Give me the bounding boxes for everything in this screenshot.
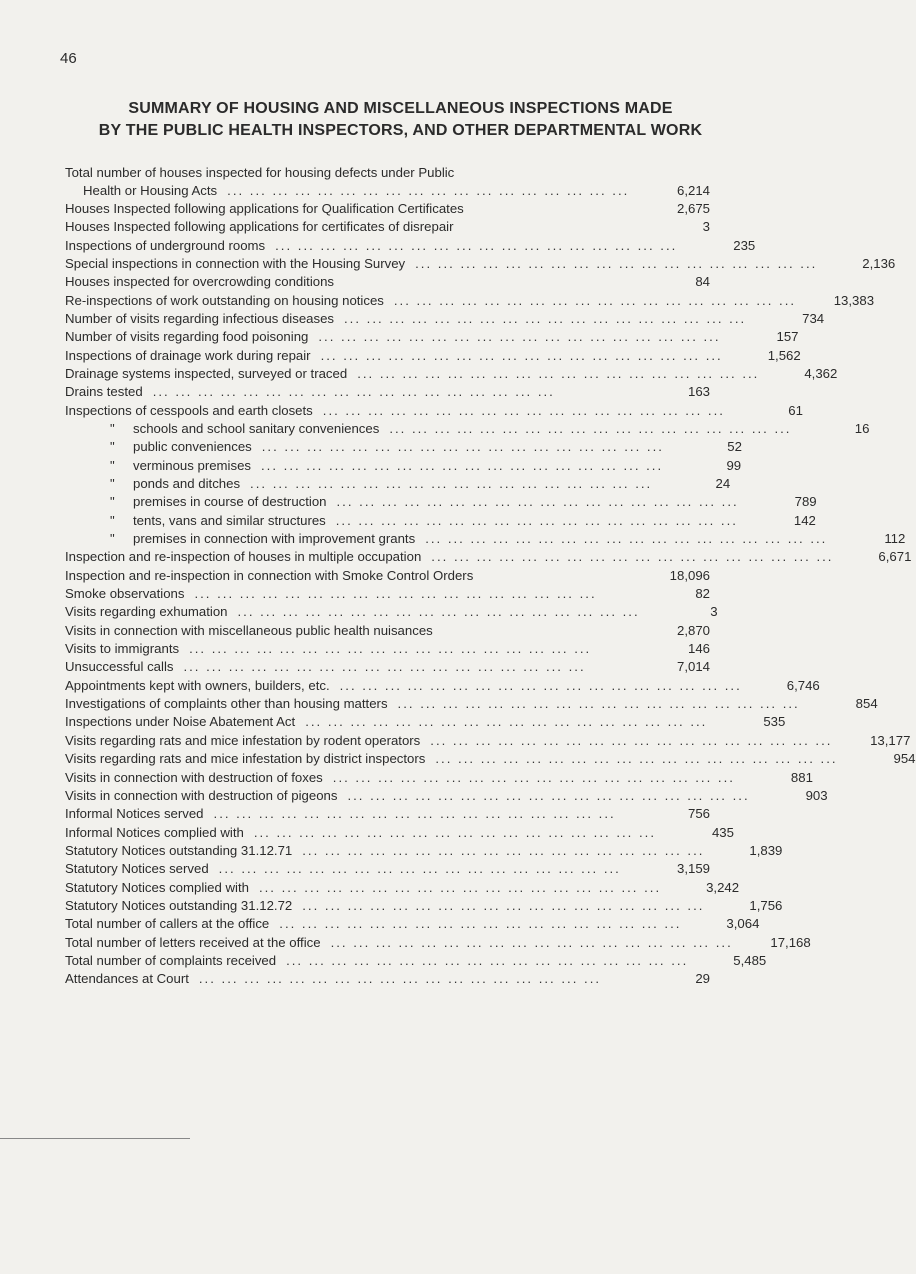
table-row bbox=[65, 512, 816, 530]
dot-leader: ... ... ... ... ... ... ... ... ... ... ... ... ... ... ... ... ... ... bbox=[189, 641, 592, 657]
row-label: Inspections of drainage work during repair bbox=[65, 347, 311, 363]
table-row bbox=[65, 347, 801, 365]
table-row bbox=[65, 493, 817, 511]
row-label: Visits regarding rats and mice infestation by rodent operators bbox=[65, 732, 421, 748]
row-value: 235 bbox=[733, 237, 756, 253]
dot-leader: ... ... ... ... ... ... ... ... ... ... ... ... ... ... ... ... ... ... bbox=[218, 861, 621, 877]
row-label: Appointments kept with owners, builders, etc. bbox=[65, 677, 330, 693]
table-row bbox=[65, 622, 710, 640]
row-label: Special inspections in connection with the Housing Survey bbox=[65, 255, 406, 271]
ditto-mark: " bbox=[110, 494, 115, 510]
dot-leader: ... ... ... ... ... ... ... ... ... ... ... ... ... ... ... ... ... ... bbox=[431, 549, 834, 565]
dot-leader: ... ... ... ... ... ... ... ... ... ... ... ... ... ... ... ... ... ... bbox=[347, 787, 750, 803]
dot-leader: ... ... ... ... ... ... ... ... ... ... ... ... ... ... ... ... ... ... bbox=[250, 476, 653, 491]
dot-leader: ... ... ... ... ... ... ... ... ... ... ... ... ... ... ... ... ... ... bbox=[322, 402, 725, 418]
dot-leader: ... ... ... ... ... ... ... ... ... ... ... ... ... ... ... ... ... ... bbox=[227, 182, 630, 198]
row-value: 99 bbox=[726, 457, 742, 473]
row-value: 854 bbox=[855, 696, 878, 712]
table-row bbox=[65, 805, 710, 823]
table-row bbox=[65, 457, 742, 475]
row-label: Inspections of cesspools and earth closets bbox=[65, 402, 313, 418]
row-label-text: schools and school sanitary conveniences bbox=[133, 420, 380, 436]
row-label: Statutory Notices outstanding 31.12.71 bbox=[65, 842, 293, 858]
row-label: Visits regarding exhumation bbox=[65, 604, 228, 620]
row-value: 3,242 bbox=[706, 879, 740, 895]
row-label-text: public conveniences bbox=[133, 439, 252, 455]
row-value: 6,746 bbox=[786, 677, 820, 693]
row-value: 789 bbox=[794, 494, 817, 510]
dot-leader: ... ... ... ... ... ... ... ... ... ... ... ... ... ... ... ... ... ... bbox=[357, 365, 760, 381]
row-label: Houses inspected for overcrowding conditions bbox=[65, 274, 335, 290]
row-label-text: verminous premises bbox=[133, 457, 251, 473]
table-row bbox=[65, 750, 916, 768]
row-label-text: premises in course of destruction bbox=[133, 494, 327, 510]
table-row bbox=[65, 420, 870, 438]
row-label: Drains tested bbox=[65, 384, 143, 400]
ditto-mark: " bbox=[110, 512, 115, 528]
dot-leader: ... ... ... ... ... ... ... ... ... ... ... ... ... ... ... ... ... ... bbox=[415, 255, 818, 271]
row-value: 2,675 bbox=[676, 200, 710, 216]
table-row bbox=[65, 292, 875, 310]
table-row bbox=[65, 603, 718, 621]
row-value: 954 bbox=[893, 751, 916, 767]
table-row bbox=[65, 365, 838, 383]
row-value: 2,870 bbox=[676, 622, 710, 638]
row-value: 146 bbox=[687, 641, 710, 657]
table-row bbox=[65, 695, 878, 713]
dot-leader: ... ... ... ... ... ... ... ... ... ... ... ... ... ... ... ... ... ... bbox=[302, 897, 705, 913]
row-label bbox=[65, 420, 379, 438]
dot-leader: ... ... ... ... ... ... ... ... ... ... ... ... ... ... ... ... ... ... bbox=[261, 457, 664, 473]
row-label bbox=[65, 457, 251, 475]
row-value: 903 bbox=[805, 787, 828, 803]
table-row bbox=[65, 915, 760, 933]
row-value: 535 bbox=[763, 714, 786, 730]
dot-leader: ... ... ... ... ... ... ... ... ... ... ... ... ... ... ... ... ... ... bbox=[425, 531, 828, 547]
row-label: Unsuccessful calls bbox=[65, 659, 174, 675]
row-value: 16 bbox=[854, 420, 870, 436]
row-value: 3,064 bbox=[726, 916, 760, 932]
dot-leader: ... ... ... ... ... ... ... ... ... ... ... ... ... ... ... ... ... ... bbox=[275, 237, 678, 253]
row-label: Total number of complaints received bbox=[65, 952, 277, 968]
row-value: 5,485 bbox=[733, 952, 767, 968]
row-label: Attendances at Court bbox=[65, 971, 189, 987]
row-value: 6,214 bbox=[676, 182, 710, 198]
row-value: 3 bbox=[710, 604, 718, 620]
ditto-mark: " bbox=[110, 420, 115, 436]
table-row-intro bbox=[65, 164, 710, 182]
row-label bbox=[65, 512, 326, 530]
row-label: Statutory Notices outstanding 31.12.72 bbox=[65, 897, 293, 913]
row-label: Visits in connection with destruction of pigeons bbox=[65, 787, 338, 803]
dot-leader: ... ... ... ... ... ... ... ... ... ... ... ... ... ... ... ... ... ... bbox=[318, 329, 721, 345]
row-value: 61 bbox=[788, 402, 803, 418]
table-row bbox=[65, 548, 912, 566]
row-value: 84 bbox=[695, 274, 710, 290]
ditto-mark: " bbox=[110, 439, 115, 455]
table-row bbox=[65, 879, 740, 897]
dot-leader: ... ... ... ... ... ... ... ... ... ... ... ... ... ... ... ... ... ... bbox=[393, 292, 797, 308]
dot-leader: ... ... ... ... ... ... ... ... ... ... ... ... ... ... ... ... ... ... bbox=[286, 952, 689, 968]
dot-leader: ... ... ... ... ... ... ... ... ... ... ... ... ... ... ... ... ... ... bbox=[332, 769, 735, 785]
dot-leader: ... ... ... ... ... ... ... ... ... ... ... ... ... ... ... ... ... ... bbox=[183, 659, 586, 675]
row-label-text: tents, vans and similar structures bbox=[133, 512, 326, 528]
row-label: Smoke observations bbox=[65, 586, 185, 602]
table-row bbox=[65, 732, 911, 750]
row-label: Statutory Notices served bbox=[65, 861, 209, 877]
dot-leader: ... ... ... ... ... ... ... ... ... ... ... ... ... ... ... ... ... ... bbox=[430, 732, 833, 748]
dot-leader: ... ... ... ... ... ... ... ... ... ... ... ... ... ... ... ... ... ... bbox=[198, 971, 602, 987]
row-label: Re-inspections of work outstanding on housing notices bbox=[65, 292, 384, 308]
table-row bbox=[65, 328, 799, 346]
row-value: 3,159 bbox=[676, 861, 710, 877]
row-label: Drainage systems inspected, surveyed or traced bbox=[65, 365, 348, 381]
row-value: 142 bbox=[793, 512, 816, 528]
title-line-1: SUMMARY OF HOUSING AND MISCELLANEOUS INSPECTIONS MADE bbox=[128, 100, 673, 117]
dot-leader: ... ... ... ... ... ... ... ... ... ... ... ... ... ... ... ... ... ... bbox=[279, 916, 682, 932]
row-value: 18,096 bbox=[669, 567, 710, 583]
row-value: 2,136 bbox=[862, 255, 896, 271]
row-label: Statutory Notices complied with bbox=[65, 879, 249, 895]
row-label: Informal Notices complied with bbox=[65, 824, 244, 840]
table-row bbox=[65, 713, 786, 731]
row-label: Number of visits regarding infectious diseases bbox=[65, 310, 335, 326]
ditto-mark: " bbox=[110, 476, 115, 491]
ditto-mark: " bbox=[110, 457, 115, 473]
dot-leader: ... ... ... ... ... ... ... ... ... ... ... ... ... ... ... ... ... ... bbox=[261, 439, 664, 455]
table-row bbox=[65, 218, 710, 236]
table-row bbox=[65, 237, 756, 255]
dot-leader: ... ... ... ... ... ... ... ... ... ... ... ... ... ... ... ... ... ... bbox=[320, 347, 723, 363]
row-label: Inspection and re-inspection in connection with Smoke Control Orders bbox=[65, 567, 474, 583]
table-row bbox=[65, 310, 825, 328]
table-row bbox=[65, 934, 811, 952]
row-label-text: premises in connection with improvement grants bbox=[133, 531, 416, 547]
row-label: Inspections of underground rooms bbox=[65, 237, 266, 253]
row-label: Total number of letters received at the office bbox=[65, 934, 321, 950]
row-label: Inspection and re-inspection of houses in multiple occupation bbox=[65, 549, 422, 565]
row-value: 881 bbox=[790, 769, 813, 785]
dot-leader: ... ... ... ... ... ... ... ... ... ... ... ... ... ... ... ... ... ... bbox=[258, 879, 662, 895]
table-row bbox=[65, 383, 710, 401]
dot-leader: ... ... ... ... ... ... ... ... ... ... ... ... ... ... ... ... ... ... bbox=[237, 604, 640, 620]
row-label: Total number of callers at the office bbox=[65, 916, 270, 932]
page-number: 46 bbox=[60, 50, 77, 67]
table-row bbox=[65, 842, 783, 860]
dot-leader: ... ... ... ... ... ... ... ... ... ... ... ... ... ... ... ... ... ... bbox=[397, 696, 800, 712]
table-row bbox=[65, 769, 813, 787]
table-row bbox=[65, 677, 820, 695]
row-label bbox=[65, 438, 252, 456]
row-value: 7,014 bbox=[676, 659, 710, 675]
table-row bbox=[65, 824, 734, 842]
table-row bbox=[65, 200, 710, 218]
row-label-text: ponds and ditches bbox=[133, 476, 241, 491]
dot-leader: ... ... ... ... ... ... ... ... ... ... ... ... ... ... ... ... ... ... bbox=[305, 714, 708, 730]
table-row bbox=[65, 787, 828, 805]
dot-leader: ... ... ... ... ... ... ... ... ... ... ... ... ... ... ... ... ... ... bbox=[339, 677, 742, 693]
row-label: Informal Notices served bbox=[65, 806, 204, 822]
dot-leader: ... ... ... ... ... ... ... ... ... ... ... ... ... ... ... ... ... ... bbox=[344, 310, 747, 326]
dot-leader: ... ... ... ... ... ... ... ... ... ... ... ... ... ... ... ... ... ... bbox=[330, 934, 733, 950]
row-label: Visits to immigrants bbox=[65, 641, 180, 657]
title-line-2: BY THE PUBLIC HEALTH INSPECTORS, AND OTHER DEPARTMENTAL WORK bbox=[98, 122, 703, 139]
dot-leader: ... ... ... ... ... ... ... ... ... ... ... ... ... ... ... ... ... ... bbox=[389, 420, 792, 436]
table-row bbox=[65, 897, 783, 915]
row-value: 734 bbox=[802, 310, 825, 326]
row-label: Total number of houses inspected for housing defects under Public bbox=[65, 165, 455, 180]
row-value: 52 bbox=[727, 439, 742, 455]
inspections-table bbox=[65, 164, 916, 989]
table-row bbox=[65, 530, 906, 548]
table-row bbox=[65, 273, 710, 291]
row-value: 4,362 bbox=[804, 365, 838, 381]
row-value: 3 bbox=[702, 219, 710, 235]
row-label: Houses Inspected following applications for certificates of disrepair bbox=[65, 219, 454, 235]
row-label bbox=[65, 475, 240, 493]
dot-leader: ... ... ... ... ... ... ... ... ... ... ... ... ... ... ... ... ... ... bbox=[152, 384, 555, 400]
row-value: 435 bbox=[711, 824, 734, 840]
row-label: Health or Housing Acts bbox=[83, 182, 218, 198]
row-value: 17,168 bbox=[770, 934, 811, 950]
table-row bbox=[65, 402, 803, 420]
row-label: Investigations of complaints other than housing matters bbox=[65, 696, 388, 712]
row-value: 1,562 bbox=[767, 347, 801, 363]
page-title bbox=[0, 98, 801, 142]
row-value: 24 bbox=[715, 476, 731, 491]
ditto-mark: " bbox=[110, 531, 115, 547]
dot-leader: ... ... ... ... ... ... ... ... ... ... ... ... ... ... ... ... ... ... bbox=[435, 751, 838, 767]
divider-line bbox=[0, 1138, 190, 1139]
table-row bbox=[65, 585, 710, 603]
row-label: Visits in connection with miscellaneous public health nuisances bbox=[65, 622, 433, 638]
row-value: 6,671 bbox=[878, 549, 912, 565]
row-value: 13,177 bbox=[870, 732, 911, 748]
table-row bbox=[65, 255, 896, 273]
row-value: 1,756 bbox=[749, 897, 783, 913]
row-value: 756 bbox=[687, 806, 710, 822]
row-value: 112 bbox=[884, 531, 906, 547]
dot-leader: ... ... ... ... ... ... ... ... ... ... ... ... ... ... ... ... ... ... bbox=[213, 806, 616, 822]
dot-leader: ... ... ... ... ... ... ... ... ... ... ... ... ... ... ... ... ... ... bbox=[253, 824, 656, 840]
dot-leader: ... ... ... ... ... ... ... ... ... ... ... ... ... ... ... ... ... ... bbox=[336, 494, 739, 510]
dot-leader: ... ... ... ... ... ... ... ... ... ... ... ... ... ... ... ... ... ... bbox=[302, 842, 705, 858]
row-label bbox=[65, 493, 327, 511]
row-label: Visits regarding rats and mice infestation by district inspectors bbox=[65, 751, 426, 767]
row-label: Visits in connection with destruction of foxes bbox=[65, 769, 323, 785]
table-row bbox=[65, 567, 710, 585]
row-label bbox=[65, 530, 415, 548]
row-label: Number of visits regarding food poisoning bbox=[65, 329, 309, 345]
table-row bbox=[65, 475, 731, 493]
table-row bbox=[65, 860, 710, 878]
table-row bbox=[65, 640, 710, 658]
dot-leader: ... ... ... ... ... ... ... ... ... ... ... ... ... ... ... ... ... ... bbox=[194, 586, 597, 602]
row-value: 1,839 bbox=[749, 842, 783, 858]
table-row bbox=[65, 658, 710, 676]
table-row bbox=[65, 952, 767, 970]
dot-leader: ... ... ... ... ... ... ... ... ... ... ... ... ... ... ... ... ... ... bbox=[335, 512, 738, 528]
table-row bbox=[65, 438, 742, 456]
row-value: 29 bbox=[695, 971, 710, 987]
row-value: 163 bbox=[687, 384, 710, 400]
row-value: 13,383 bbox=[833, 292, 875, 308]
row-label: Houses Inspected following applications for Qualification Certificates bbox=[65, 200, 464, 216]
table-row bbox=[65, 970, 710, 988]
row-label: Inspections under Noise Abatement Act bbox=[65, 714, 296, 730]
table-row bbox=[65, 182, 710, 200]
row-value: 157 bbox=[776, 329, 799, 345]
row-value: 82 bbox=[695, 586, 710, 602]
